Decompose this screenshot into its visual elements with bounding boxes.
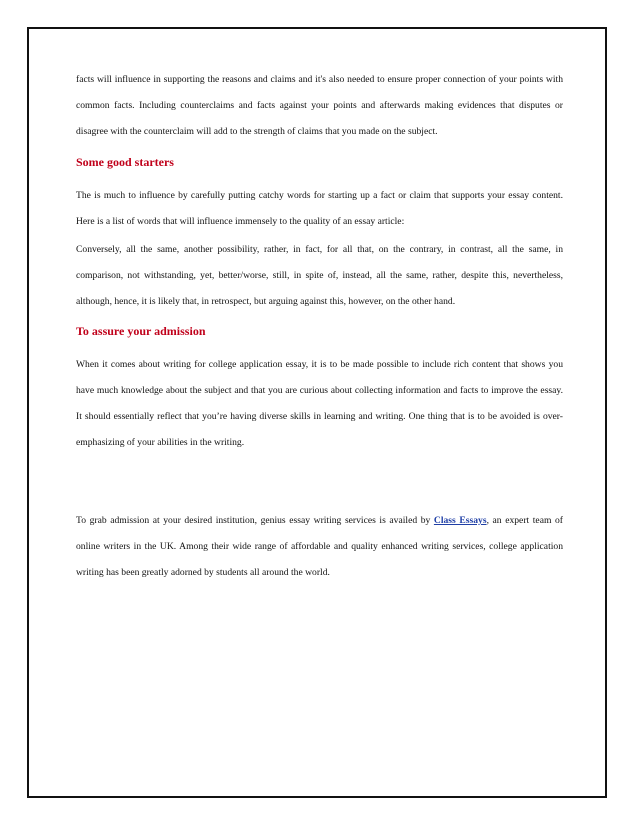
heading-good-starters: Some good starters	[76, 155, 174, 169]
paragraph-college-essay: When it comes about writing for college application essay, it is to be made possible to include rich content that shows you have much knowledge about the subject and that you are curious about collecting information and facts to improve the essay. It should essentially reflect that you’re having diverse skills in learning and writing. One thing that is to be avoided is over-emphasizing of your abilities in the writing.	[76, 359, 563, 448]
paragraph-catchy-words: The is much to influence by carefully putting catchy words for starting up a fact or claim that supports your essay content. Here is a list of words that will influence immensely to the quality of an essay article:	[76, 190, 563, 227]
paragraph-counterclaims: facts will influence in supporting the reasons and claims and it's also needed to ensure proper connection of your points with common facts. Including counterclaims and facts against your points and afterwards making evidences that disputes or disagree with the counterclaim will add to the strength of claims that you made on the subject.	[76, 74, 563, 137]
class-essays-link[interactable]: Class Essays	[433, 515, 487, 526]
document-body	[76, 67, 563, 586]
paragraph-transition-words: Conversely, all the same, another possibility, rather, in fact, for all that, on the contrary, in contrast, all the same, in comparison, not withstanding, yet, better/worse, still, in spite of, instead, all the same, rather, despite this, nevertheless, although, hence, it is likely that, in retrospect, but arguing against this, however, on the other hand.	[76, 244, 563, 307]
paragraph-admission-text-end: , an expert team of online writers in the UK. Among their wide range of affordable and quality enhanced writing services, college application writing has been greatly adorned by students all around the world.	[76, 515, 563, 578]
paragraph-admission-text-start: To grab admission at your desired institution, genius essay writing services is availed by	[76, 515, 434, 526]
paragraph-admission-services	[76, 508, 563, 586]
heading-assure-admission: To assure your admission	[76, 324, 206, 338]
